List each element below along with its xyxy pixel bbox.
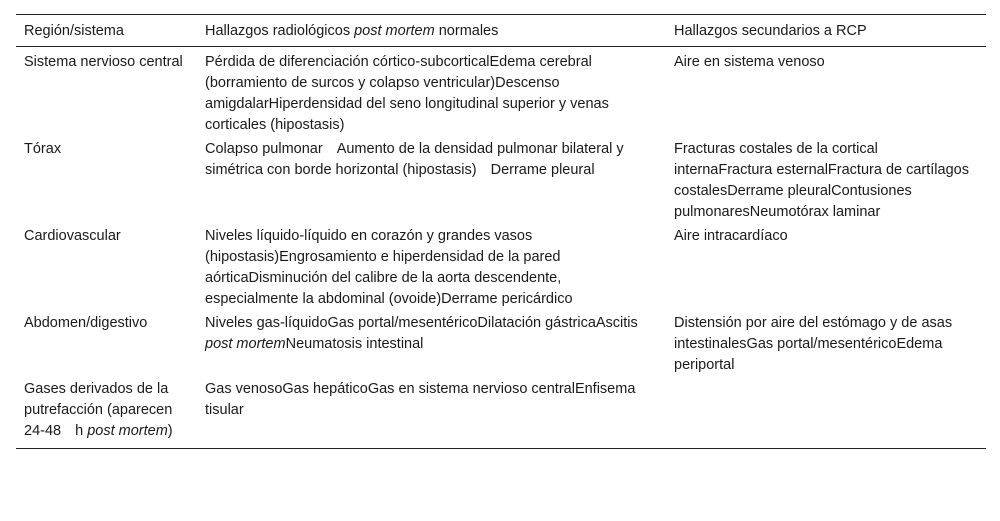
table-row <box>16 376 986 449</box>
region-hours: h <box>75 423 84 439</box>
cell-cpr-findings: Fracturas costales de la cortical internaFractura esternalFractura de cartílagos costalesDerrame pleuralContusiones pulmonaresNeumotórax laminar <box>674 141 969 220</box>
header-cpr-findings: Hallazgos secundarios a RCP <box>674 23 867 39</box>
header-normal-em: post mortem <box>354 23 435 39</box>
table-row <box>16 223 986 310</box>
header-normal-post: normales <box>434 23 499 39</box>
cell-cpr-findings: Aire en sistema venoso <box>674 54 825 70</box>
cell-normal-findings: Pérdida de diferenciación córtico-subcorticalEdema cerebral (borramiento de surcos y colapso ventricular)Descenso amigdalarHiperdensidad del seno longitudinal superior y venas corticales (hipostasis) <box>205 54 609 133</box>
header-row <box>16 15 986 47</box>
header-region: Región/sistema <box>24 23 124 39</box>
table-body <box>16 47 986 449</box>
cell-region: Abdomen/digestivo <box>24 315 148 331</box>
cell-normal-findings <box>197 136 666 223</box>
cell-region <box>16 376 197 449</box>
table-header <box>16 15 986 47</box>
cell-normal-findings <box>197 310 666 376</box>
cell-region: Sistema nervioso central <box>24 54 183 70</box>
findings-em: post mortem <box>205 336 286 352</box>
table-row <box>16 47 986 137</box>
findings-post: Neumatosis intestinal <box>285 336 424 352</box>
findings-pre: Niveles gas-líquidoGas portal/mesentéricoDilatación gástricaAscitis <box>205 315 638 331</box>
region-post: ) <box>167 423 173 439</box>
cell-region: Cardiovascular <box>24 228 121 244</box>
cell-cpr-findings: Aire intracardíaco <box>674 228 788 244</box>
region-em: post mortem <box>87 423 168 439</box>
cell-region: Tórax <box>24 141 62 157</box>
region-pre: Gases derivados de la putrefacción (aparecen 24-48 <box>24 381 173 439</box>
finding-b: Aumento de la densidad pulmonar bilateral y simétrica con borde horizontal (hipostasis) <box>205 141 624 178</box>
findings-table <box>16 14 986 449</box>
cell-cpr-findings: Distensión por aire del estómago y de asas intestinalesGas portal/mesentéricoEdema periportal <box>674 315 953 373</box>
header-normal-pre: Hallazgos radiológicos <box>205 23 355 39</box>
table-row <box>16 136 986 223</box>
cell-normal-findings: Gas venosoGas hepáticoGas en sistema nervioso centralEnfisema tisular <box>205 381 636 418</box>
cell-normal-findings: Niveles líquido-líquido en corazón y grandes vasos (hipostasis)Engrosamiento e hiperdensidad de la pared aórticaDisminución del calibre de la aorta descendente, especialmente la abdominal (ovoide)Derrame pericárdico <box>205 228 573 307</box>
table-row <box>16 310 986 376</box>
header-normal-findings <box>197 15 666 47</box>
finding-c: Derrame pleural <box>490 162 595 178</box>
finding-a: Colapso pulmonar <box>205 141 323 157</box>
cell-cpr-findings <box>666 376 986 449</box>
